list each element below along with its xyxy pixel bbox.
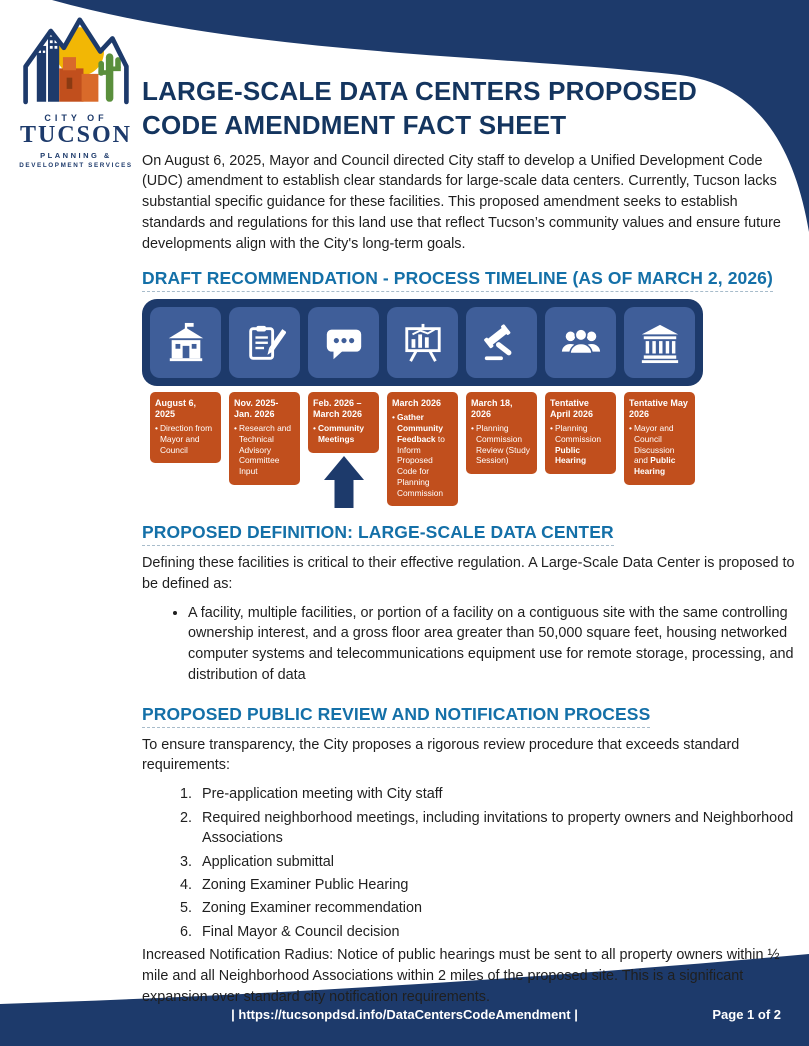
- section-heading-definition: PROPOSED DEFINITION: LARGE-SCALE DATA CENTER: [142, 522, 797, 543]
- timeline-stages: [142, 392, 703, 506]
- timeline-stage-4: [387, 392, 458, 506]
- presentation-chart-icon: [402, 322, 444, 364]
- timeline-tile-6: [545, 307, 616, 378]
- timeline-tile-4: [387, 307, 458, 378]
- stage-date: March 18, 2026: [471, 398, 513, 420]
- timeline-stage-5: [466, 392, 537, 474]
- stage-description: • Gather Community Feedback to Inform Proposed Code for Planning Commission: [392, 412, 445, 498]
- timeline-tile-3: [308, 307, 379, 378]
- timeline-stage-box: [229, 392, 300, 485]
- timeline-tile-2: [229, 307, 300, 378]
- review-step: 4. Zoning Examiner Public Hearing: [196, 875, 797, 895]
- bank-columns-icon: [639, 322, 681, 364]
- building-icon: [165, 322, 207, 364]
- notification-paragraph: Increased Notification Radius: Notice of public hearings must be sent to all property owners within ½ mile and all Neighborhood Associations within 2 miles of the proposed site. This is a significant expansion over standard city notification requirements.: [142, 947, 780, 1005]
- timeline-tile-5: [466, 307, 537, 378]
- definition-paragraph: Defining these facilities is critical to their effective regulation. A Large-Scale Data Center is proposed to be defined as:: [142, 555, 795, 592]
- stage-date: March 2026: [392, 398, 442, 409]
- review-step: 2. Required neighborhood meetings, including invitations to property owners and Neighborhood Associations: [196, 808, 797, 849]
- section-heading-timeline: DRAFT RECOMMENDATION - PROCESS TIMELINE (AS OF MARCH 2, 2026): [142, 268, 797, 289]
- stage-date: Tentative May 2026: [629, 398, 688, 420]
- review-step: 6. Final Mayor & Council decision: [196, 922, 797, 942]
- timeline-stage-box: [545, 392, 616, 474]
- stage-date: August 6, 2025: [155, 398, 197, 420]
- logo-dept-line2: DEVELOPMENT SERVICES: [19, 162, 133, 170]
- timeline-stage-box: [387, 392, 458, 506]
- cactus-icon: [106, 53, 113, 102]
- stage-description: • Direction from Mayor and Council: [155, 423, 213, 455]
- stage-date: Feb. 2026 – March 2026: [313, 398, 363, 420]
- timeline-icon-bar: [142, 299, 703, 386]
- tucson-logo: [12, 12, 140, 169]
- stage-date: Tentative April 2026: [550, 398, 594, 420]
- logo-city-of-text: CITY OF: [44, 113, 108, 123]
- timeline-tile-7: [624, 307, 695, 378]
- stage-description: • Planning Commission Review (Study Session): [471, 423, 530, 466]
- timeline-stage-box: [624, 392, 695, 485]
- review-steps-list: [176, 784, 797, 942]
- definition-list: [170, 603, 797, 686]
- timeline-stage-box: [308, 392, 379, 452]
- process-timeline: [142, 299, 703, 506]
- page-title: LARGE-SCALE DATA CENTERS PROPOSED CODE AMENDMENT FACT SHEET: [142, 76, 698, 141]
- timeline-stage-box: [466, 392, 537, 474]
- timeline-stage-3: [308, 392, 379, 452]
- stage-description: • Community Meetings: [313, 423, 364, 444]
- review-paragraph: To ensure transparency, the City proposes a rigorous review procedure that exceeds standard requirements:: [142, 736, 740, 774]
- logo-dept-line1: PLANNING &: [40, 151, 112, 161]
- fact-sheet-body: [142, 74, 797, 1008]
- people-group-icon: [560, 322, 602, 364]
- speech-bubble-icon: [323, 322, 365, 364]
- definition-bullet: • A facility, multiple facilities, or portion of a facility on a contiguous site with the same controlling ownership interest, and a gross floor area greater than 50,000 square feet, housing networked computer systems and telecommunications equipment use for remote storage, processing, and distribution of data: [188, 603, 797, 686]
- intro-paragraph: On August 6, 2025, Mayor and Council directed City staff to develop a Unified Development Code (UDC) amendment to establish clear standards for large-scale data centers. Currently, Tucson lacks substantial specific guidance for these facilities. This proposed amendment seeks to establish standards and regulations for this land use that reflect Tucson’s community values and ensure future developments align with the City's long-term goals.: [142, 152, 781, 252]
- timeline-stage-2: [229, 392, 300, 485]
- timeline-stage-box: [150, 392, 221, 463]
- gavel-icon: [481, 322, 523, 364]
- footer-url-link[interactable]: | https://tucsonpdsd.info/DataCentersCodeAmendment |: [231, 1007, 578, 1022]
- footer-page-number: Page 1 of 2: [712, 1007, 781, 1022]
- timeline-stage-7: [624, 392, 695, 485]
- logo-tucson-text: TUCSON: [19, 122, 133, 148]
- clipboard-pencil-icon: [244, 322, 286, 364]
- stage-description: • Mayor and Council Discussion and Public Hearing: [629, 423, 676, 477]
- review-step: 3. Application submittal: [196, 852, 797, 872]
- current-stage-arrow-icon: [324, 456, 364, 508]
- timeline-stage-1: [150, 392, 221, 463]
- tucson-logo-emblem: [20, 12, 132, 106]
- review-step: 5. Zoning Examiner recommendation: [196, 898, 797, 918]
- timeline-tile-1: [150, 307, 221, 378]
- review-step: 1. Pre-application meeting with City staff: [196, 784, 797, 804]
- stage-description: • Research and Technical Advisory Committee Input: [234, 423, 292, 477]
- timeline-stage-6: [545, 392, 616, 474]
- section-heading-review: PROPOSED PUBLIC REVIEW AND NOTIFICATION PROCESS: [142, 704, 797, 725]
- stage-description: • Planning Commission Public Hearing: [550, 423, 602, 466]
- stage-date: Nov. 2025-Jan. 2026: [234, 398, 279, 420]
